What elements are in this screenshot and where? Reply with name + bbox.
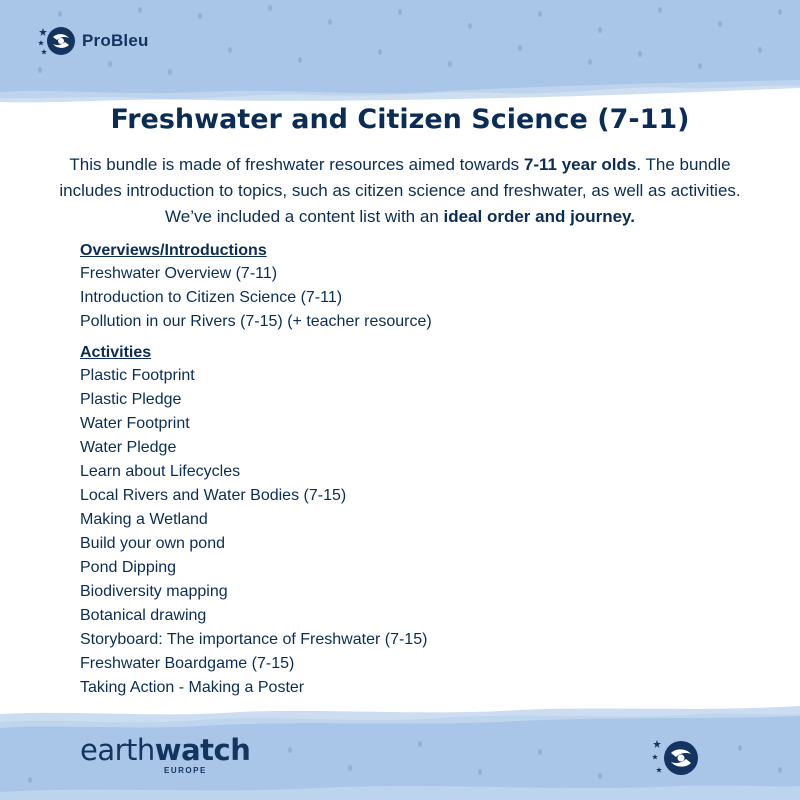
list-item: Water Footprint xyxy=(80,415,190,432)
intro-paragraph xyxy=(40,152,760,230)
list-item: Taking Action - Making a Poster xyxy=(80,679,305,696)
list-item: Introduction to Citizen Science (7-11) xyxy=(80,289,343,306)
list-item: Biodiversity mapping xyxy=(80,583,228,600)
list-item: Plastic Footprint xyxy=(80,367,195,384)
activities-heading: Activities xyxy=(80,344,152,361)
list-item: Water Pledge xyxy=(80,439,177,456)
probleu-brand-text: ProBleu xyxy=(82,31,149,50)
list-item: Pollution in our Rivers (7-15) (+ teacher resource) xyxy=(80,313,432,330)
list-item: Learn about Lifecycles xyxy=(80,463,241,480)
probleu-logo xyxy=(38,24,149,58)
intro-bold-order: ideal order and journey. xyxy=(443,207,635,226)
earthwatch-wordmark-light: earth xyxy=(80,733,155,767)
probleu-logo-icon xyxy=(650,736,700,780)
intro-bold-age: 7-11 year olds xyxy=(523,155,637,174)
activities-section xyxy=(80,342,720,700)
earthwatch-wordmark xyxy=(80,734,250,766)
list-item: Plastic Pledge xyxy=(80,391,182,408)
list-item: Storyboard: The importance of Freshwater (7-15) xyxy=(80,631,428,648)
page-title: Freshwater and Citizen Science (7-11) xyxy=(110,104,690,135)
list-item: Freshwater Boardgame (7-15) xyxy=(80,655,295,672)
overviews-heading: Overviews/Introductions xyxy=(80,242,267,259)
list-item: Freshwater Overview (7-11) xyxy=(80,265,278,282)
earthwatch-logo xyxy=(80,734,250,775)
probleu-logo-icon xyxy=(38,24,76,58)
earthwatch-subtitle: EUROPE xyxy=(164,766,207,775)
list-item: Local Rivers and Water Bodies (7-15) xyxy=(80,487,347,504)
list-item: Botanical drawing xyxy=(80,607,207,624)
earthwatch-wordmark-bold: watch xyxy=(154,733,251,767)
intro-text-1: This bundle is made of freshwater resources aimed towards xyxy=(69,155,524,174)
list-item: Build your own pond xyxy=(80,535,225,552)
list-item: Pond Dipping xyxy=(80,559,177,576)
overviews-section xyxy=(80,240,720,334)
list-item: Making a Wetland xyxy=(80,511,208,528)
intro-text-2: . The bundle includes introduction to topics, such as citizen science and freshwater, as well as activities. We’ve included a content list with an xyxy=(59,155,741,226)
